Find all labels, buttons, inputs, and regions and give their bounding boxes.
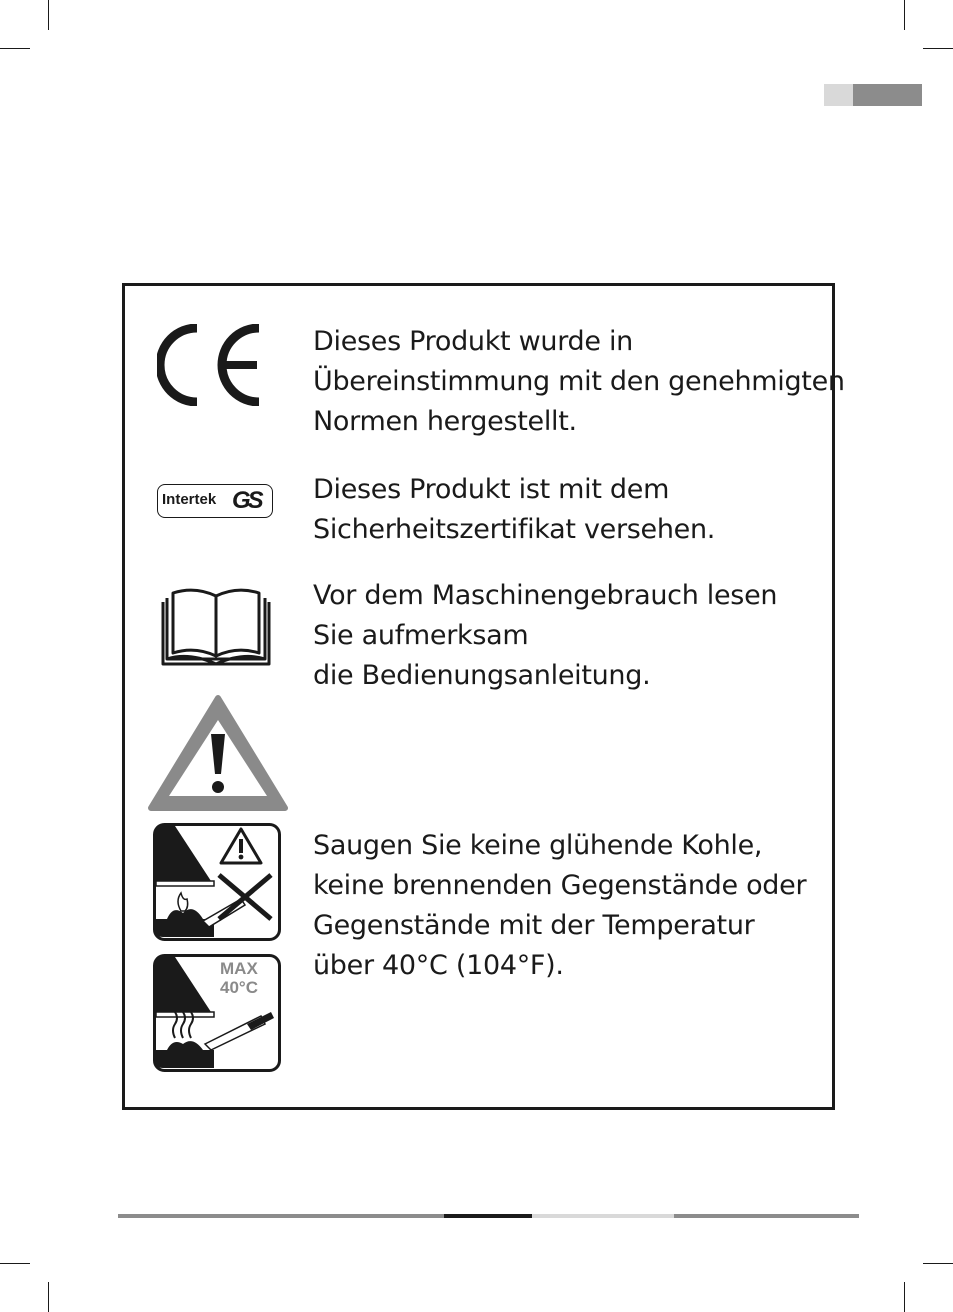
footer-bar-light: [532, 1214, 674, 1218]
warning-triangle-icon: [147, 694, 289, 812]
crop-mark-bottom-right-h: [923, 1263, 953, 1264]
hot-notice-line: über 40°C (104°F).: [313, 950, 564, 981]
gs-notice-line: Dieses Produkt ist mit dem: [313, 474, 670, 505]
manual-notice-line: Vor dem Maschinengebrauch lesen: [313, 580, 778, 611]
page-tab-light: [824, 84, 853, 106]
max-label: MAX: [220, 959, 258, 978]
footer-bar-grey-right: [674, 1214, 859, 1218]
crop-mark-top-left-h: [0, 48, 30, 49]
gs-notice-line: Sicherheitszertifikat versehen.: [313, 514, 716, 545]
ce-notice-text: [313, 322, 845, 442]
footer-bar-dark: [444, 1214, 532, 1218]
ce-notice-line: Dieses Produkt wurde in: [313, 326, 633, 357]
crop-mark-bottom-left-v: [48, 1282, 49, 1312]
crop-mark-bottom-left-h: [0, 1263, 30, 1264]
read-manual-book-icon: [159, 586, 273, 668]
hot-notice-text: [313, 826, 806, 986]
safety-symbols-box: [122, 283, 845, 1110]
max-temperature-graphic: [153, 954, 281, 1072]
no-burning-objects-icon: [153, 823, 281, 941]
gs-mark-icon: GS: [232, 487, 261, 514]
manual-notice-line: Sie aufmerksam: [313, 620, 529, 651]
max-temperature-icon: [153, 954, 281, 1072]
crop-mark-bottom-right-v: [904, 1282, 905, 1312]
ce-notice-line: Normen hergestellt.: [313, 406, 577, 437]
hot-notice-line: keine brennenden Gegenstände oder: [313, 870, 807, 901]
ce-mark-icon: [157, 324, 267, 406]
page-tab-dark: [853, 84, 922, 106]
manual-notice-line: die Bedienungsanleitung.: [313, 660, 651, 691]
crop-mark-top-left-v: [48, 0, 49, 30]
intertek-gs-logo: [157, 484, 273, 518]
crop-mark-top-right-v: [904, 0, 905, 30]
crop-mark-top-right-h: [923, 48, 953, 49]
intertek-logo-text: Intertek: [162, 491, 217, 508]
ce-notice-line: Übereinstimmung mit den genehmigten: [313, 366, 845, 397]
hot-notice-line: Saugen Sie keine glühende Kohle,: [313, 830, 763, 861]
footer-bar-grey-left: [118, 1214, 444, 1218]
manual-notice-text: [313, 576, 777, 696]
max-temp-label: 40°C: [220, 978, 258, 997]
hot-notice-line: Gegenstände mit der Temperatur: [313, 910, 755, 941]
gs-notice-text: [313, 470, 715, 550]
